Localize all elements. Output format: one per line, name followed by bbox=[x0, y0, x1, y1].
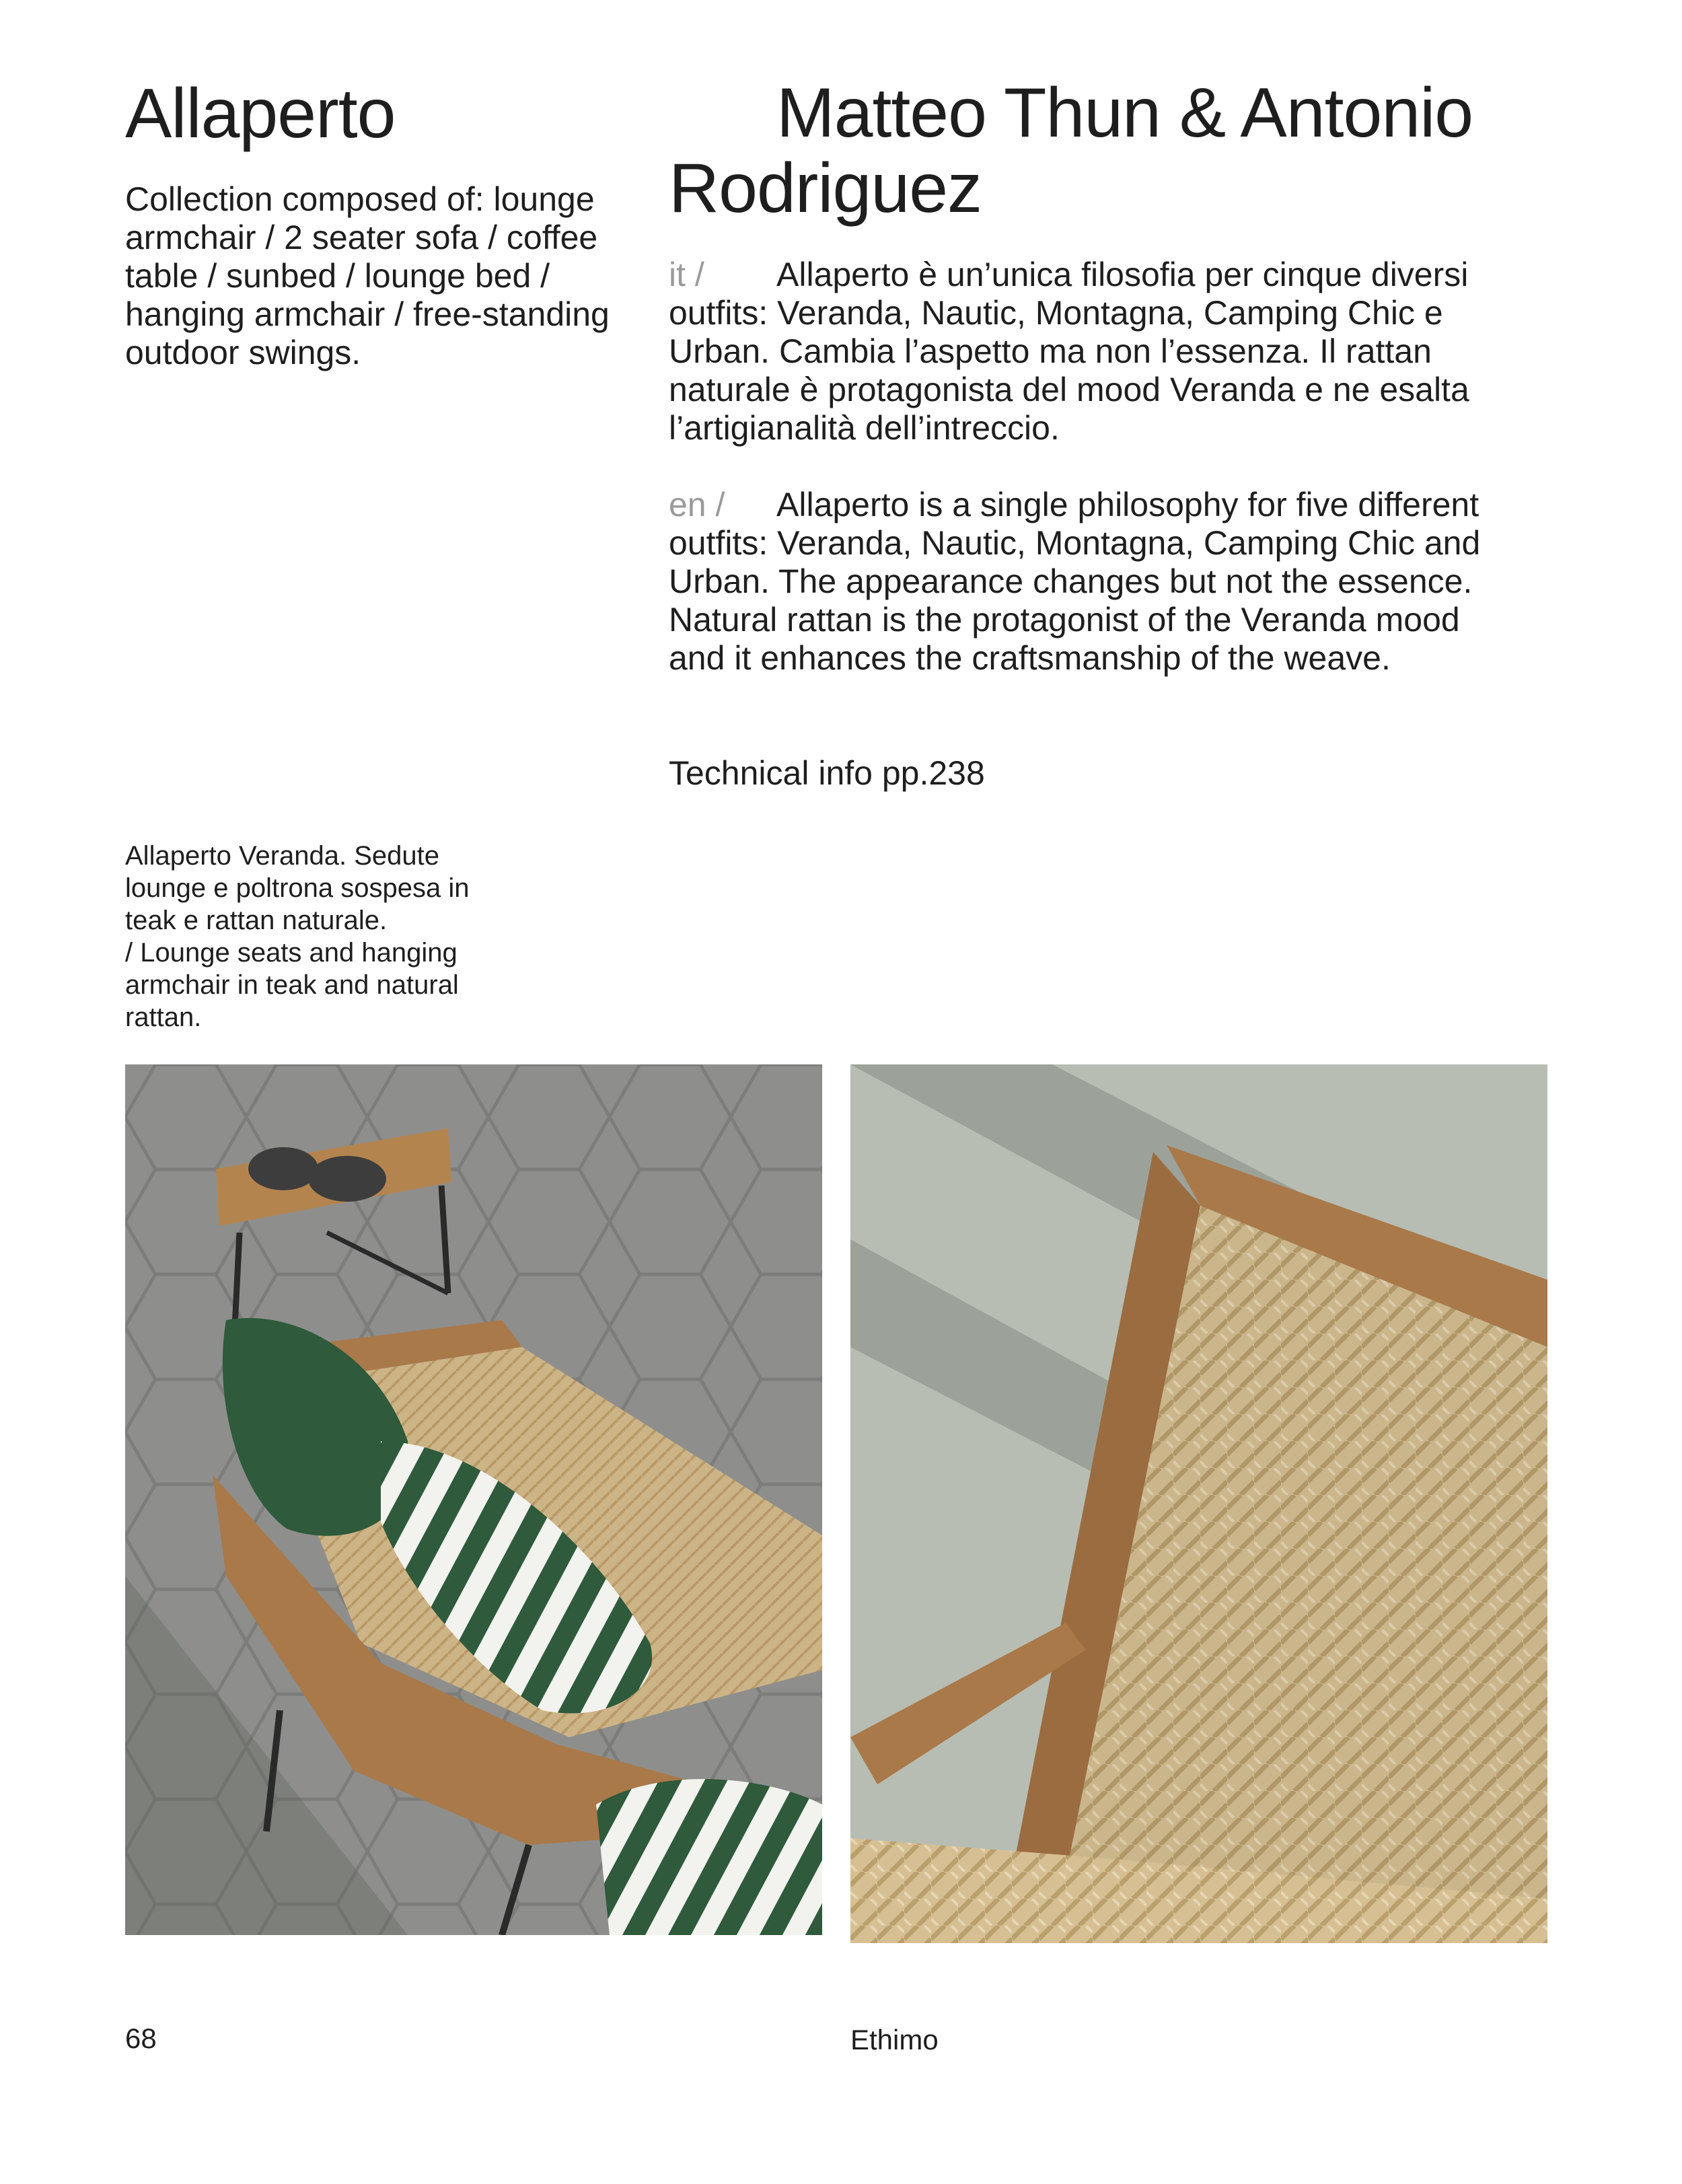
rattan-weave-detail-photo bbox=[850, 1064, 1547, 1943]
language-label-en: en / bbox=[669, 486, 725, 523]
designers-heading: Matteo Thun & Antonio Rodriguez bbox=[669, 74, 1473, 227]
photo-caption bbox=[125, 840, 502, 1033]
collection-summary: Collection composed of: lounge armchair / 2 seater sofa / coffee table / sunbed / lounge bed / hanging armchair / free-standing outdoor swings. bbox=[125, 180, 610, 371]
caption-italian: Allaperto Veranda. Sedute lounge e poltrona sospesa in teak e rattan naturale. bbox=[125, 841, 470, 935]
technical-info-reference: Technical info pp.238 bbox=[669, 754, 985, 792]
caption-english: / Lounge seats and hanging armchair in teak and natural rattan. bbox=[125, 938, 459, 1032]
lounge-armchair-photo bbox=[125, 1064, 822, 1935]
description-english bbox=[669, 486, 1510, 678]
collection-title: Allaperto bbox=[125, 75, 396, 153]
language-label-it: it / bbox=[669, 256, 704, 293]
brand-name: Ethimo bbox=[850, 2024, 939, 2055]
description-italian bbox=[669, 256, 1510, 447]
description-italian-text: Allaperto è un’unica filosofia per cinque diversi outfits: Veranda, Nautic, Montagna, Camping Chic e Urban. Cambia l’aspetto ma non l’essenza. Il rattan naturale è protagonista del mood Veranda e ne esalta l’artigianalità dell’intreccio. bbox=[669, 256, 1469, 447]
rattan-weave-illustration bbox=[850, 1064, 1547, 1943]
page-number: 68 bbox=[125, 2023, 157, 2054]
description-english-text: Allaperto is a single philosophy for five different outfits: Veranda, Nautic, Montagna, Camping Chic and Urban. The appearance changes but not the essence. Natural rattan is the protagonist of the Veranda mood and it enhances the craftsmanship of the weave. bbox=[669, 486, 1481, 677]
lounge-armchair-illustration bbox=[125, 1064, 822, 1935]
